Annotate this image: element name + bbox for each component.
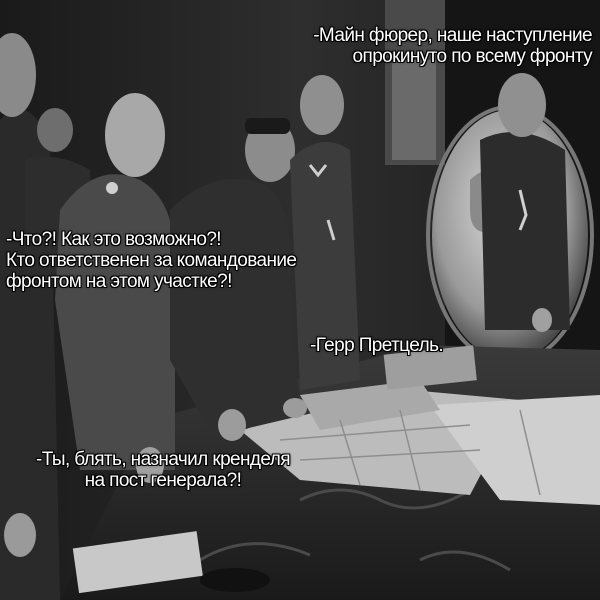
window-light — [392, 60, 436, 160]
caption-top — [313, 25, 592, 67]
caption-bottom — [36, 449, 290, 491]
leaning-man-hand — [218, 409, 246, 441]
caption-left-line-2: Кто ответственен за командование — [6, 250, 297, 271]
officer-right-head — [498, 73, 546, 137]
ink-stand — [200, 568, 270, 592]
bald-man-badge — [106, 182, 118, 194]
caption-left-line-1: -Что?! Как это возможно?! — [6, 229, 221, 250]
caption-bottom-line-1: -Ты, блять, назначил кренделя — [36, 449, 290, 470]
officer-center-head — [300, 75, 344, 135]
caption-right-line-1: -Герр Претцель. — [310, 335, 444, 356]
caption-left — [6, 229, 296, 292]
officer-right-body — [480, 132, 570, 330]
bald-man-head — [105, 93, 165, 177]
caption-right — [310, 335, 443, 356]
caption-bottom-line-2: на пост генерала?! — [84, 470, 242, 491]
figure-left-hand — [4, 513, 36, 557]
caption-left-line-3: фронтом на этом участке?! — [6, 271, 232, 292]
leaning-man-hand-2 — [283, 398, 307, 418]
caption-top-line-1: -Майн фюрер, наше наступление — [313, 25, 592, 46]
officer-right-hand — [532, 308, 552, 332]
leaning-man-hair — [245, 118, 290, 134]
officer-bg-head — [37, 108, 73, 152]
caption-top-line-2: опрокинуто по всему фронту — [352, 46, 592, 67]
